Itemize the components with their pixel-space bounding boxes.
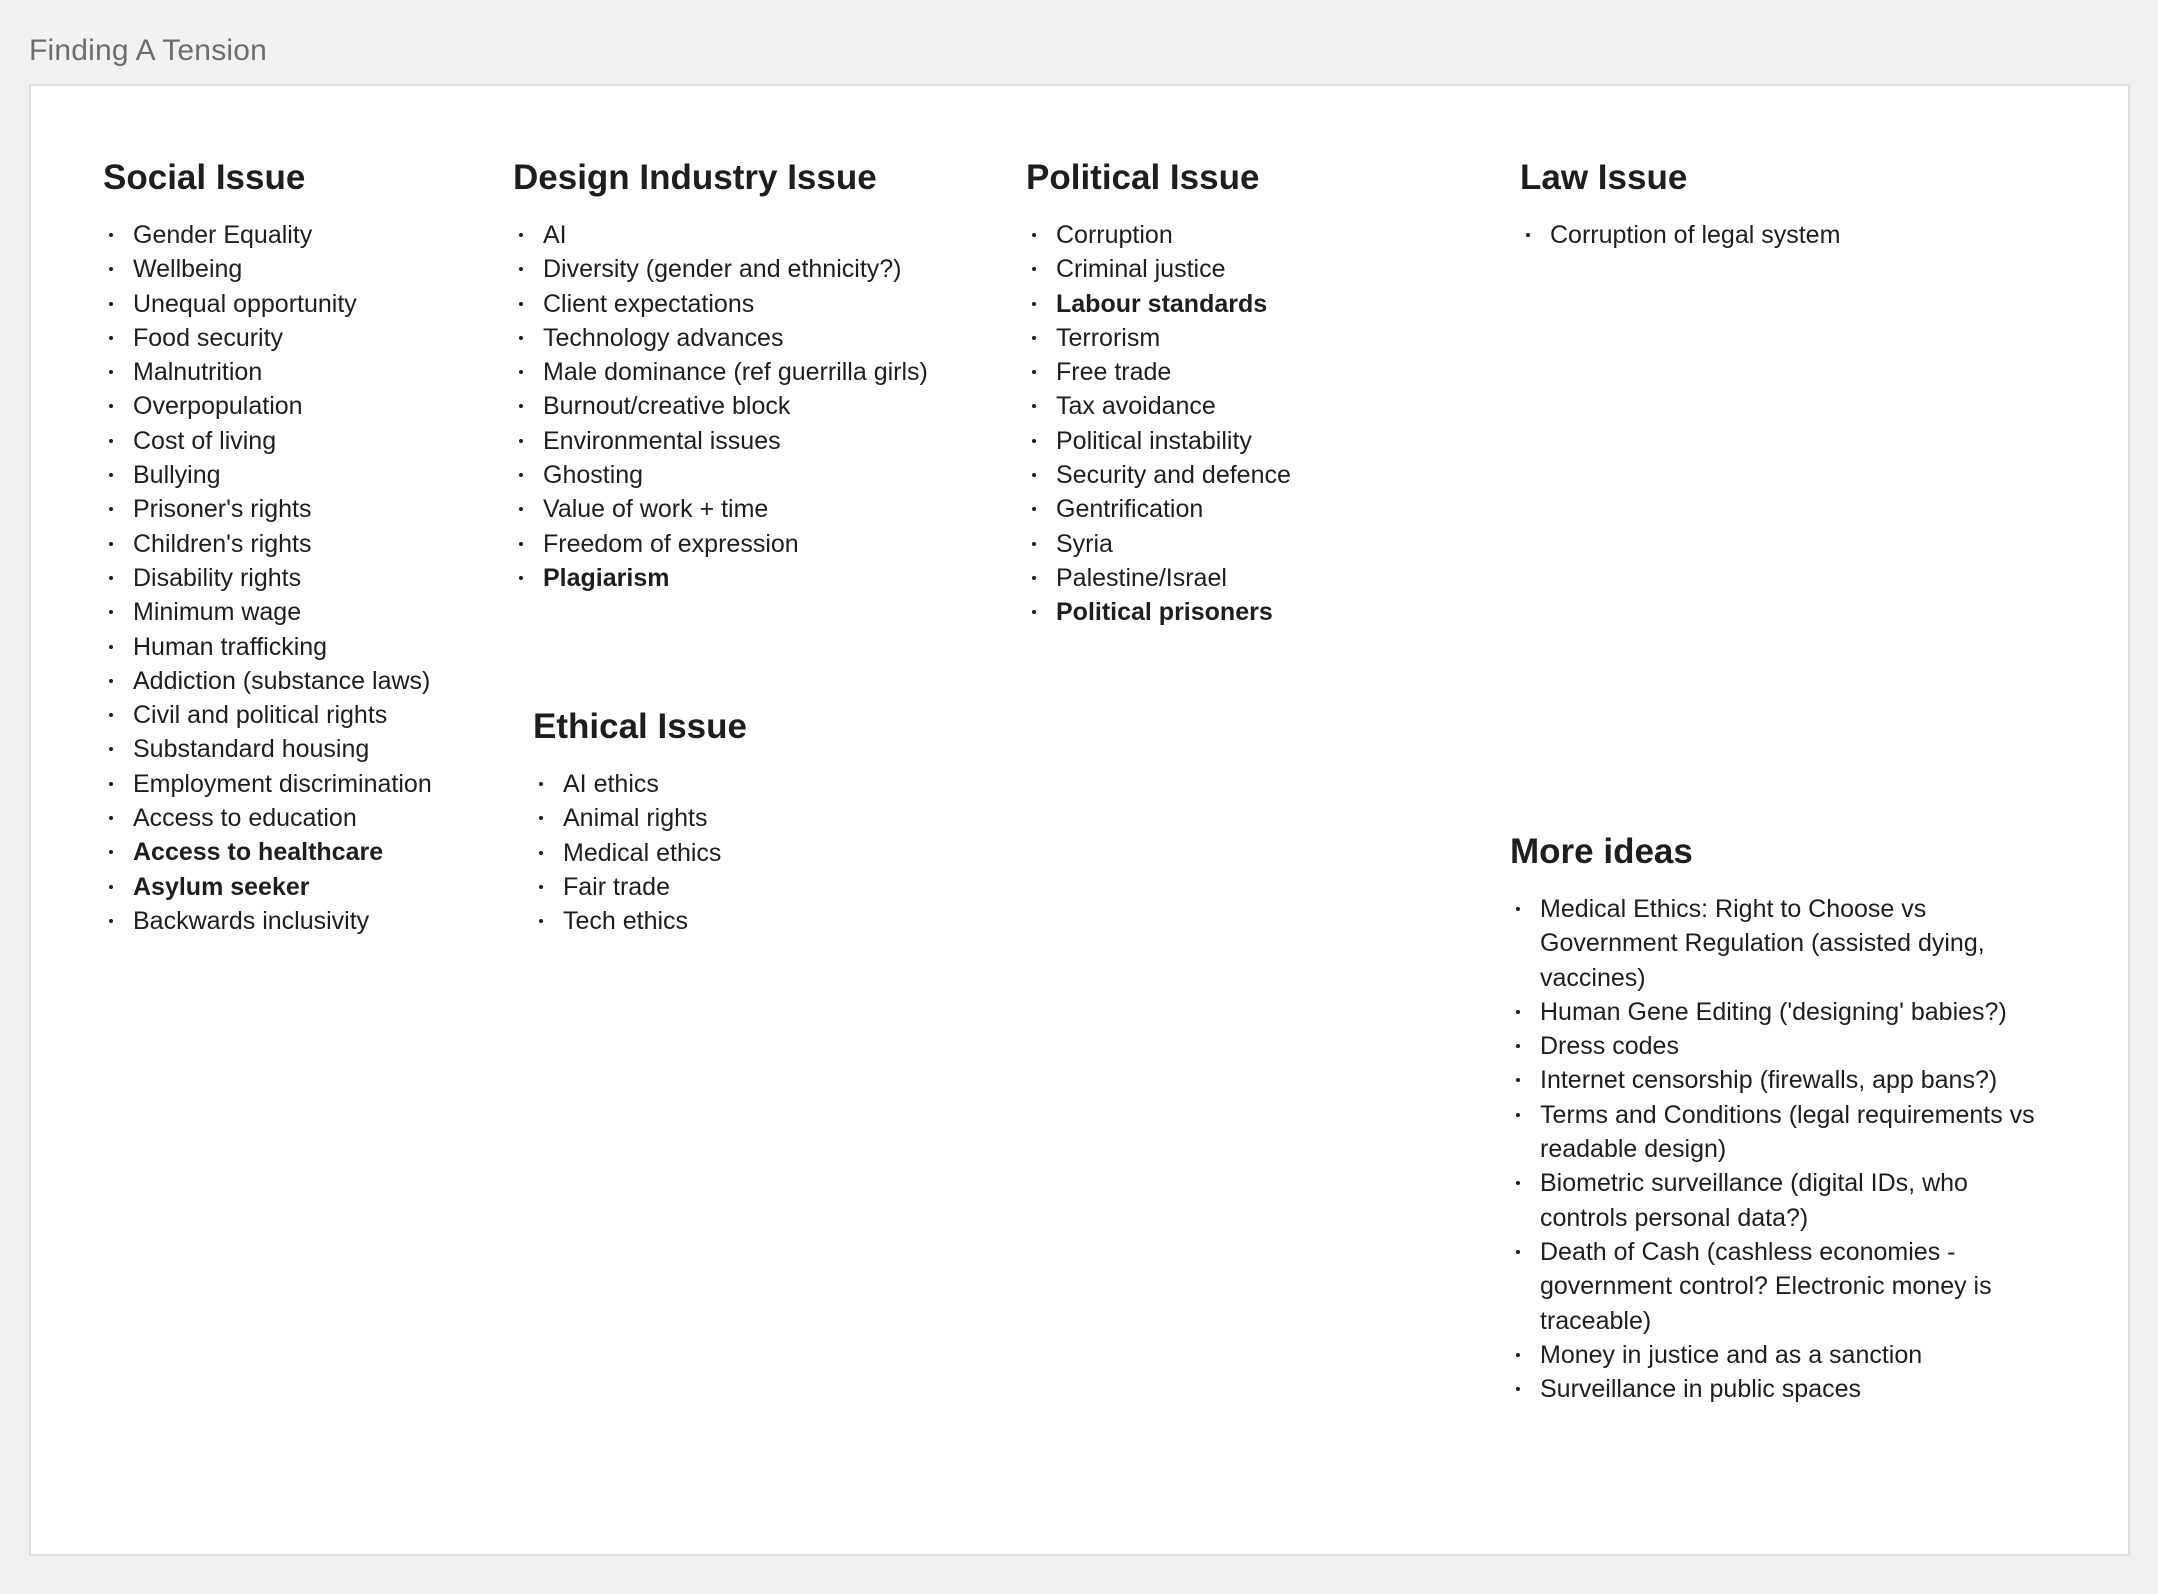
- list-item: AI ethics: [533, 767, 953, 801]
- section-heading: More ideas: [1510, 832, 1693, 871]
- issue-list: [1026, 218, 1456, 630]
- list-item: Death of Cash (cashless economies - government control? Electronic money is traceable): [1510, 1235, 2040, 1338]
- list-item: Male dominance (ref guerrilla girls): [513, 355, 993, 389]
- list-item: Civil and political rights: [103, 698, 483, 732]
- issue-list: [1520, 218, 2020, 252]
- section-ethical-issue[interactable]: [533, 705, 953, 938]
- list-item: Animal rights: [533, 801, 953, 835]
- list-item: Tech ethics: [533, 904, 953, 938]
- issue-list: [533, 767, 953, 938]
- section-design-industry-issue[interactable]: [513, 156, 993, 595]
- list-item: Children's rights: [103, 527, 483, 561]
- section-heading: Law Issue: [1520, 158, 1688, 197]
- section-law-issue[interactable]: [1520, 156, 2020, 252]
- board-canvas[interactable]: [29, 84, 2130, 1556]
- list-item: Cost of living: [103, 424, 483, 458]
- section-more-ideas[interactable]: [1510, 830, 2040, 1406]
- section-heading: Design Industry Issue: [513, 158, 877, 197]
- list-item: Political prisoners: [1026, 595, 1456, 629]
- list-item: Freedom of expression: [513, 527, 993, 561]
- list-item: Backwards inclusivity: [103, 904, 483, 938]
- list-item: Human Gene Editing ('designing' babies?): [1510, 995, 2040, 1029]
- list-item: Wellbeing: [103, 252, 483, 286]
- list-item: Money in justice and as a sanction: [1510, 1338, 2040, 1372]
- list-item: Syria: [1026, 527, 1456, 561]
- list-item: Medical Ethics: Right to Choose vs Government Regulation (assisted dying, vaccines): [1510, 892, 2040, 995]
- list-item: Internet censorship (firewalls, app bans?): [1510, 1063, 2040, 1097]
- section-heading: Social Issue: [103, 158, 306, 197]
- section-political-issue[interactable]: [1026, 156, 1456, 630]
- list-item: Bullying: [103, 458, 483, 492]
- list-item: Plagiarism: [513, 561, 993, 595]
- board-title[interactable]: Finding A Tension: [29, 34, 268, 67]
- list-item: Technology advances: [513, 321, 993, 355]
- list-item: Burnout/creative block: [513, 389, 993, 423]
- issue-list: [1510, 892, 2040, 1406]
- list-item: Medical ethics: [533, 836, 953, 870]
- section-heading: Political Issue: [1026, 158, 1260, 197]
- list-item: Terms and Conditions (legal requirements vs readable design): [1510, 1098, 2040, 1167]
- list-item: Dress codes: [1510, 1029, 2040, 1063]
- list-item: Corruption: [1026, 218, 1456, 252]
- list-item: Terrorism: [1026, 321, 1456, 355]
- list-item: Unequal opportunity: [103, 287, 483, 321]
- list-item: Asylum seeker: [103, 870, 483, 904]
- list-item: Access to healthcare: [103, 835, 483, 869]
- list-item: Client expectations: [513, 287, 993, 321]
- list-item: Palestine/Israel: [1026, 561, 1456, 595]
- list-item: Minimum wage: [103, 595, 483, 629]
- list-item: Corruption of legal system: [1520, 218, 2020, 252]
- list-item: Political instability: [1026, 424, 1456, 458]
- list-item: Prisoner's rights: [103, 492, 483, 526]
- list-item: AI: [513, 218, 993, 252]
- list-item: Disability rights: [103, 561, 483, 595]
- list-item: Gender Equality: [103, 218, 483, 252]
- list-item: Surveillance in public spaces: [1510, 1372, 2040, 1406]
- list-item: Diversity (gender and ethnicity?): [513, 252, 993, 286]
- list-item: Overpopulation: [103, 389, 483, 423]
- issue-list: [513, 218, 993, 595]
- list-item: Free trade: [1026, 355, 1456, 389]
- list-item: Malnutrition: [103, 355, 483, 389]
- list-item: Environmental issues: [513, 424, 993, 458]
- list-item: Labour standards: [1026, 287, 1456, 321]
- issue-list: [103, 218, 483, 938]
- list-item: Security and defence: [1026, 458, 1456, 492]
- list-item: Biometric surveillance (digital IDs, who controls personal data?): [1510, 1166, 2040, 1235]
- list-item: Gentrification: [1026, 492, 1456, 526]
- list-item: Food security: [103, 321, 483, 355]
- list-item: Substandard housing: [103, 732, 483, 766]
- section-heading: Ethical Issue: [533, 707, 747, 746]
- list-item: Fair trade: [533, 870, 953, 904]
- list-item: Employment discrimination: [103, 767, 483, 801]
- list-item: Access to education: [103, 801, 483, 835]
- section-social-issue[interactable]: [103, 156, 483, 938]
- list-item: Human trafficking: [103, 630, 483, 664]
- list-item: Addiction (substance laws): [103, 664, 483, 698]
- list-item: Ghosting: [513, 458, 993, 492]
- list-item: Tax avoidance: [1026, 389, 1456, 423]
- list-item: Value of work + time: [513, 492, 993, 526]
- list-item: Criminal justice: [1026, 252, 1456, 286]
